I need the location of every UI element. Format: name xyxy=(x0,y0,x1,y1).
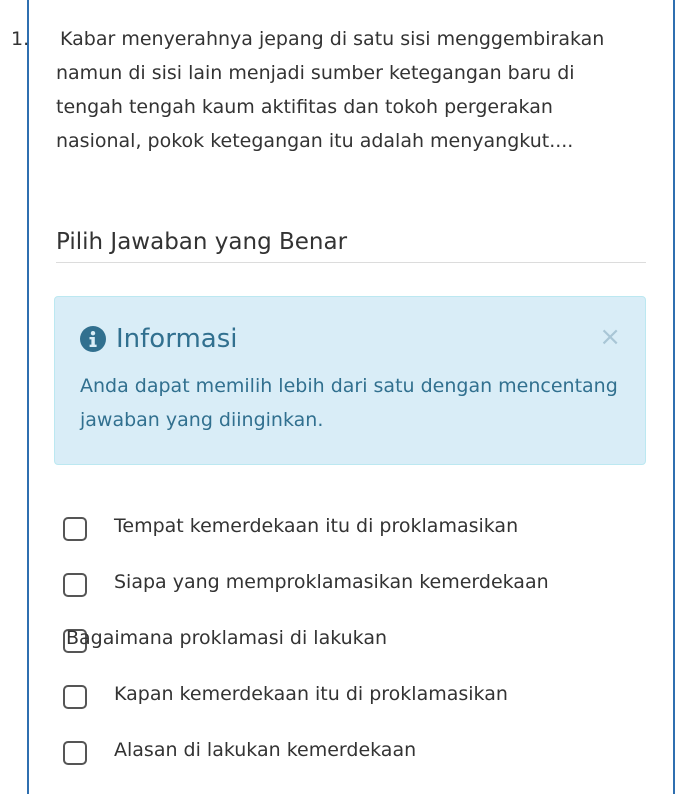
alert-title xyxy=(80,321,237,357)
close-icon[interactable]: × xyxy=(599,322,621,352)
option-checkbox[interactable] xyxy=(63,685,87,709)
option-label: Kapan kemerdekaan itu di proklamasikan xyxy=(114,683,508,705)
question-number: 1. xyxy=(11,28,30,50)
info-alert xyxy=(54,296,646,465)
option-checkbox[interactable] xyxy=(63,573,87,597)
info-circle-icon xyxy=(80,326,106,352)
question-frame-right-border xyxy=(673,0,675,794)
alert-title-text: Informasi xyxy=(116,324,238,354)
alert-body-text: Anda dapat memilih lebih dari satu dengan mencentang jawaban yang diinginkan. xyxy=(80,375,618,431)
option-checkbox[interactable] xyxy=(63,517,87,541)
option-checkbox[interactable] xyxy=(63,741,87,765)
question-frame-left-border xyxy=(27,0,29,794)
answer-heading: Pilih Jawaban yang Benar xyxy=(56,224,646,263)
option-label: Siapa yang memproklamasikan kemerdekaan xyxy=(114,571,549,593)
option-label: Bagaimana proklamasi di lakukan xyxy=(66,627,388,649)
option-label: Alasan di lakukan kemerdekaan xyxy=(114,739,417,761)
option-label: Tempat kemerdekaan itu di proklamasikan xyxy=(114,515,519,537)
question-text: Kabar menyerahnya jepang di satu sisi menggembirakan namun di sisi lain menjadi sumber ketegangan baru di tengah tengah kaum aktifitas dan tokoh pergerakan nasional, pokok ketegangan itu adalah menyangkut.... xyxy=(56,28,605,152)
